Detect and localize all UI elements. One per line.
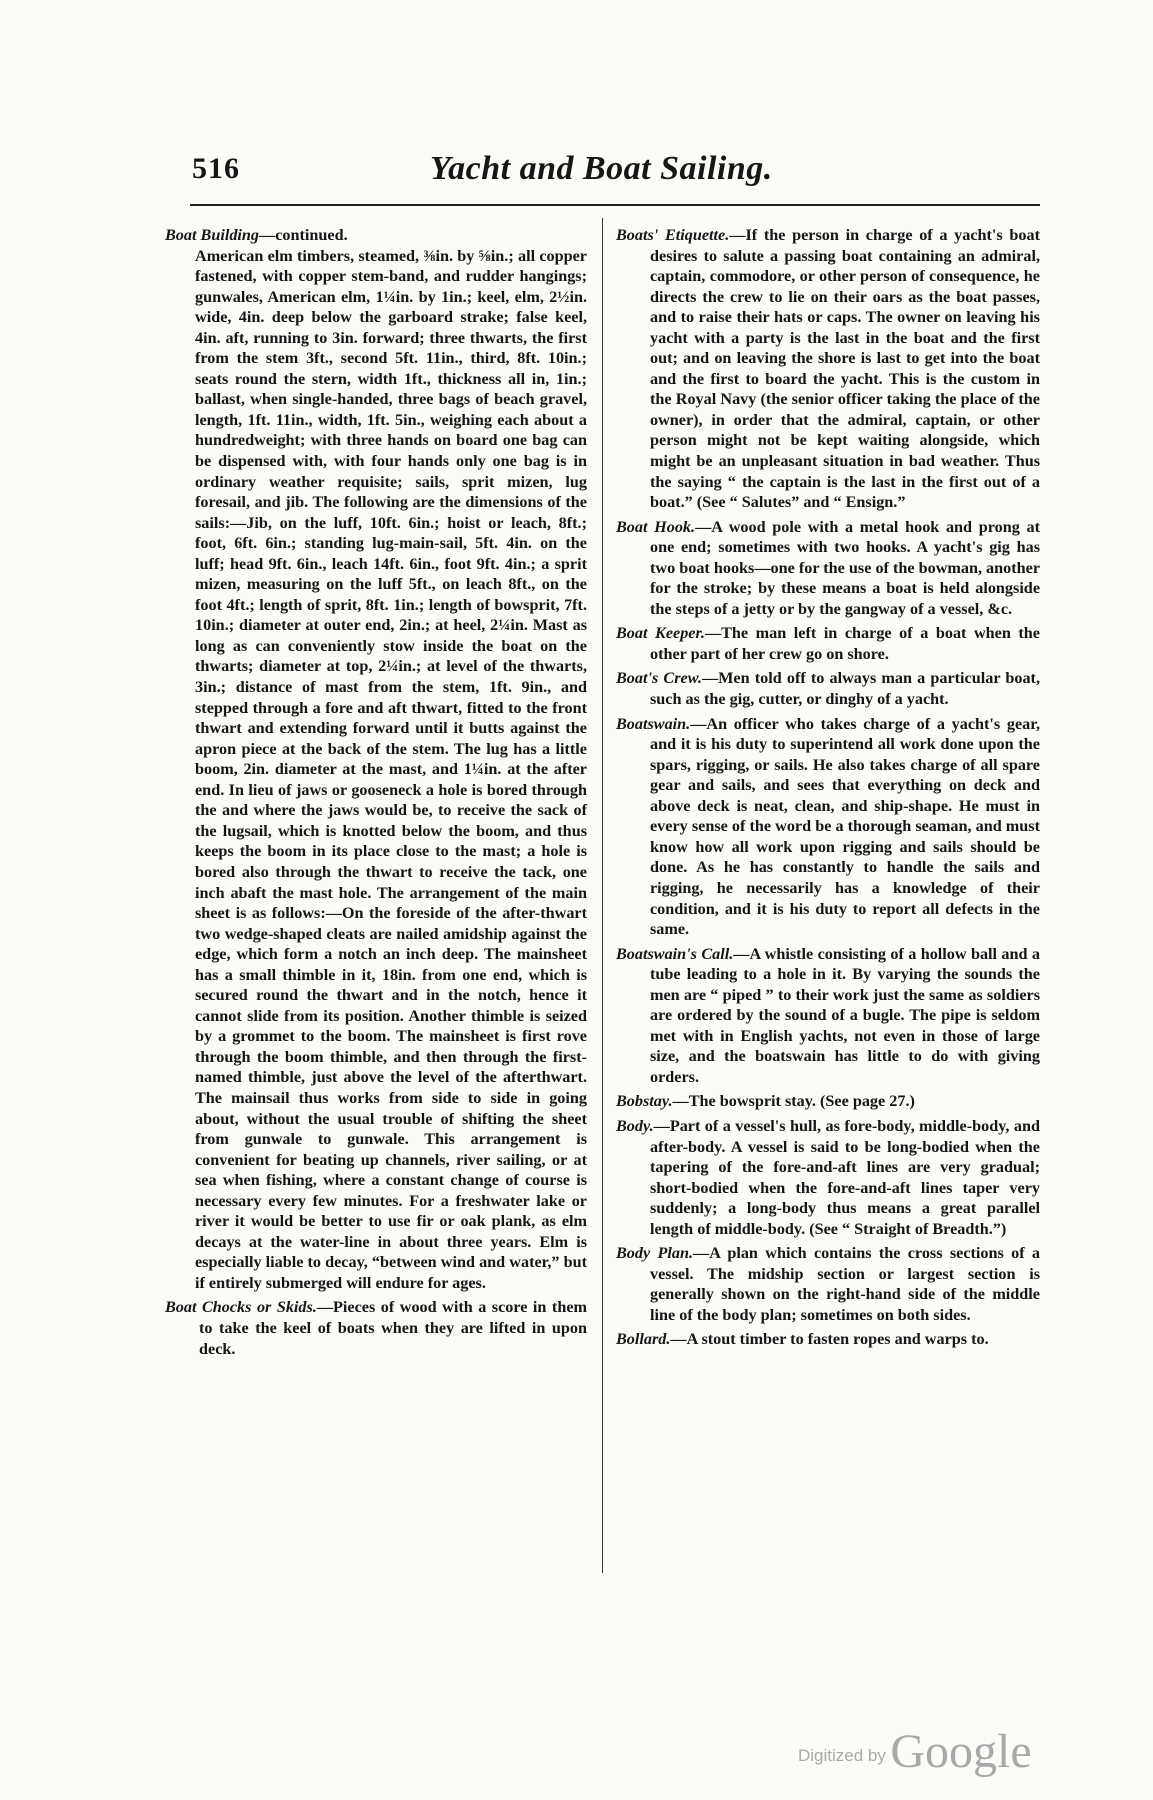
entry-text: —An officer who takes charge of a yacht's gear, and it is his duty to superintend all work done upon the spars, rigging, or sails. He also takes charge of all spare gear and sails, and sees that everything on deck and above deck is neat, clean, and ship-shape. He must in every sense of the word be a thorough seaman, and must know how all work upon rigging and sails should be done. As he has constantly to handle the sails and rigging, he necessarily has a knowledge of their condition, and it is his duty to report all defects in the same.	[650, 714, 1040, 939]
entry-term: Boat's Crew.	[616, 669, 702, 688]
entry-text: —Part of a vessel's hull, as fore-body, middle-body, and after-body. A vessel is said to be long-bodied when the tapering of the fore-and-aft lines are very gradual; short-bodied when the fore-and-aft lines taper very suddenly; a long-body thus means a great parallel length of middle-body. (See “ Straight of Breadth.”)	[650, 1116, 1040, 1238]
glossary-entry-boatswains-call	[616, 944, 1040, 1088]
glossary-entry-boats-crew	[616, 668, 1040, 709]
entry-term: Boat Keeper.	[616, 624, 705, 643]
entry-text: —A plan which contains the cross sections of a vessel. The midship section or largest section is generally shown on the right-hand side of the middle line of the body plan; sometimes on both sides.	[650, 1244, 1041, 1324]
entry-text: —A whistle consisting of a hollow ball and a tube leading to a hole in it. By varying the sounds the men are “ piped ” to their work just the same as soldiers are ordered by the sound of a bugle. The pipe is seldom met with in English yachts, not even in those of large size, and the boatswain has little to do with giving orders.	[650, 944, 1040, 1086]
watermark-brand-logo: Google	[890, 1725, 1032, 1778]
glossary-entry-bollard	[616, 1329, 1040, 1350]
continued-term: Boat Building	[165, 226, 260, 244]
entry-term: Body.	[616, 1116, 654, 1135]
column-divider	[602, 218, 603, 1573]
glossary-entry-bobstay	[616, 1091, 1040, 1112]
left-column	[165, 225, 587, 1363]
entry-text: —Pieces of wood with a score in them to take the keel of boats when they are lifted in upon deck.	[199, 1298, 587, 1358]
entry-term: Bobstay.	[616, 1092, 673, 1111]
digitization-watermark	[798, 1724, 1032, 1779]
entry-term: Boatswain's Call.	[616, 944, 734, 963]
right-column	[616, 225, 1040, 1354]
entry-term: Boats' Etiquette.	[616, 226, 730, 244]
entry-text: —Men told off to always man a particular boat, such as the gig, cutter, or dinghy of a yacht.	[650, 669, 1040, 709]
watermark-prefix: Digitized by	[798, 1746, 886, 1765]
glossary-entry-boats-etiquette	[616, 225, 1040, 513]
entry-term: Boat Hook.	[616, 517, 696, 536]
glossary-entry-boatswain	[616, 714, 1040, 940]
header-rule	[190, 204, 1040, 206]
entry-text: —If the person in charge of a yacht's boat desires to salute a passing boat containing an admiral, captain, commodore, or other person of consequence, he directs the crew to lie on their oars as the boat passes, and to raise their hats or caps. The owner on leaving his yacht with a party is the last in the boat and the first out; and on leaving the shore is last to get into the boat and the first to board the yacht. This is the custom in the Royal Navy (the senior officer taking the place of the owner), in order that the admiral, captain, or other person might not be kept waiting alongside, which might be an unpleasant situation in bad weather. Thus the saying “ the captain is the last in the first out of a boat.” (See “ Salutes” and “ Ensign.”	[650, 226, 1040, 512]
glossary-entry-body	[616, 1116, 1040, 1239]
entry-term: Bollard.	[616, 1330, 671, 1349]
running-title: Yacht and Boat Sailing.	[430, 150, 773, 187]
continued-suffix: —continued.	[259, 226, 348, 244]
entry-text: —A stout timber to fasten ropes and warps to.	[670, 1330, 989, 1349]
entry-term: Boat Chocks or Skids.	[165, 1298, 317, 1317]
page-number: 516	[192, 152, 240, 185]
entry-term: Body Plan.	[616, 1244, 694, 1263]
continued-text: American elm timbers, steamed, ⅜in. by ⅝in.; all copper fastened, with copper stem-band, and rudder hangings; gunwales, American elm, 1¼in. by 1in.; keel, elm, 2½in. wide, 4in. deep below the garboard strake; false keel, 4in. aft, running to 3in. forward; three thwarts, the first from the stem 3ft., second 5ft. 11in., third, 8ft. 10in.; seats round the stern, width 1ft., thickness all in, 1in.; ballast, when single-handed, three bags of beach gravel, length, 1ft. 11in., width, 1ft. 5in., weighing each about a hundredweight; with three hands on board one bag can be dispensed with, with four hands only one bag is in ordinary weather requisite; sails, sprit mizen, lug foresail, and jib. The following are the dimensions of the sails:—Jib, on the luff, 10ft. 6in.; hoist or leach, 8ft.; foot, 6ft. 6in.; standing lug-main-sail, 5ft. 4in. on the luff; head 9ft. 6in., leach 14ft. 6in., foot 9ft. 4in.; a sprit mizen, measuring on the luff 5ft., on leach 8ft., on the foot 4ft.; length of sprit, 8ft. 1in.; length of bowsprit, 7ft. 10in.; diameter at outer end, 2in.; at heel, 2¼in. Mast as long as can conveniently stow inside the boat on the thwarts; diameter at top, 2¼in.; at level of the thwarts, 3in.; distance of mast from the stem, 1ft. 9in., and stepped through a fore and aft thwart, fitted to the front thwart and extending forward until it butts against the apron piece at the back of the stem. The lug has a little boom, 2in. diameter at the mast, and 1¼in. at the after end. In lieu of jaws or gooseneck a hole is bored through the and where the jaws would be, to receive the sack of the lugsail, which is knotted below the boom, and thus keeps the boom in its place close to the mast; a hole is bored also through the thwart to receive the tack, one inch abaft the mast hole. The arrangement of the main sheet is as follows:—On the foreside of the after-thwart two wedge-shaped cleats are nailed amidship against the edge, which form a notch an inch deep. The mainsheet has a small thimble in it, 18in. from one end, which is secured round the thwart and in the notch, hence it cannot slide from its position. Another thimble is seized by a grommet to the boom. The mainsheet is first rove through the boom thimble, and then through the first-named thimble, just above the level of the afterthwart. The mainsail thus works from side to side in going about, without the usual trouble of shifting the sheet from gunwale to gunwale. This arrangement is convenient for beating up channels, river sailing, or at sea when fishing, where a constant change of course is necessary every few minutes. For a freshwater lake or river it would be better to use fir or oak plank, as elm decays at the water-line in about three years. Elm is especially liable to decay, “between wind and water,” but if entirely submerged will endure for ages.	[195, 246, 587, 1292]
entry-text: —A wood pole with a metal hook and prong at one end; sometimes with two hooks. A yacht's gig has two boat hooks—one for the use of the bowman, another for the stroke; by these means a boat is held alongside the steps of a jetty or by the gangway of a vessel, &c.	[650, 517, 1041, 618]
entry-text: —The man left in charge of a boat when the other part of her crew go on shore.	[650, 624, 1040, 663]
entry-term: Boatswain.	[616, 714, 691, 733]
glossary-entry-boat-hook	[616, 517, 1040, 620]
glossary-entry-boat-chocks	[165, 1297, 587, 1359]
entry-text: —The bowsprit stay. (See page 27.)	[672, 1092, 915, 1111]
glossary-entry-boat-keeper	[616, 623, 1040, 664]
glossary-entry-body-plan	[616, 1243, 1040, 1325]
continued-heading	[165, 225, 587, 246]
